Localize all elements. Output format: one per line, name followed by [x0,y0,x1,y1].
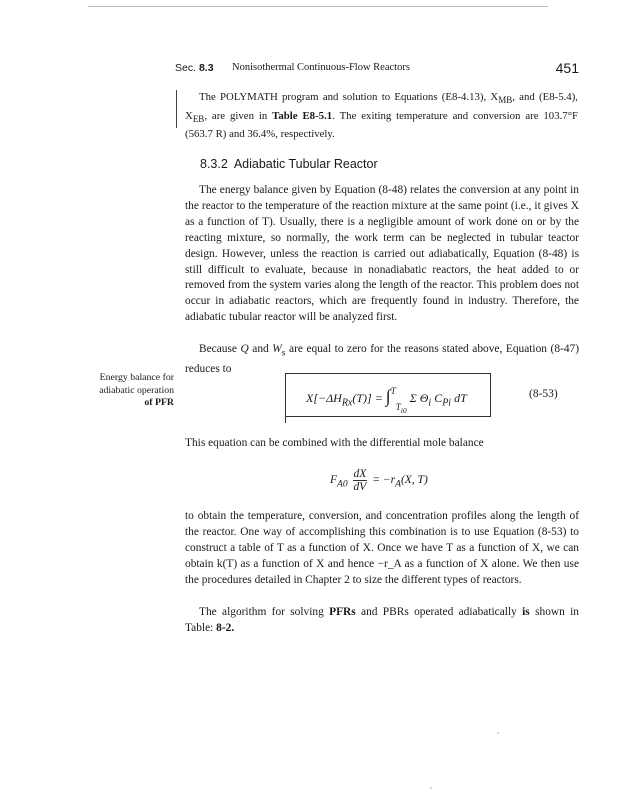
change-bar [176,90,177,128]
equation-number: (8-53) [529,388,558,400]
integral-sign-icon: ∫ [385,386,391,406]
paragraph-combine: This equation can be combined with the differential mole balance [185,437,484,449]
equation-box [285,373,491,417]
running-title: Nonisothermal Continuous-Flow Reactors [232,62,410,73]
subsection-heading [200,157,378,171]
scan-speck [430,787,432,789]
paragraph-because: Because Q and $W_s$ are equal to zero for the reasons stated above, Equation (8-47) reduces to [185,343,579,376]
subsection-title: Adiabatic Tubular Reactor [233,157,378,171]
paragraph-energy-balance: The energy balance given by Equation (8-48) relates the conversion at any point in the reactor to the temperature of the reaction mixture at the same point (i.e., it gives X as a function of T). Usually, there is a negligible amount of work done on or by the reacting mixture, so normally, the work term can be neglected in tubular teactor design. However, unless the reaction is carried out adiabatically, Equation (8-48) is still difficult to evaluate, because in nonadiabatic reactors, the heat added to or removed from the system varies along the length of the reactor. This problem does not occur in adiabatic reactors, which are frequently found in industry. Therefore, the adiabatic tubular reactor will be analyzed first. [185,184,579,324]
differential-mole-balance: $F_{A0}$ $\frac{dX}{dV}$ = $-r_A(X$, T) [330,468,428,493]
page-number: 451 [555,60,579,76]
paragraph-profiles: to obtain the temperature, conversion, and concentration profiles along the length of the reactor. One way of accomplishing this combination is to use Equation (8-53) to construct a table of T as a function of X. Once we have T as a function of X, we can obtain k(T) as a function of X and hence −r_A as a function of X alone. We then use the procedures detailed in Chapter 2 to size the different types of reactors. [185,510,579,586]
margin-note: Energy balance for adiabatic operation of PFR [99,372,174,408]
subsection-number: 8.3.2 [200,157,228,171]
scan-speck [497,732,499,734]
paragraph-algorithm: The algorithm for solving PFRs and PBRs operated adiabatically is shown in Table: 8-2. [185,606,580,634]
section-label: Sec. 8.3 [175,62,214,74]
page-header [175,62,579,78]
continuation-paragraph: The POLYMATH program and solution to Equations (E8-4.13), $X_{MB}$, and (E8-5.4), $X_{EB}$, are given in Table E8-5.1. The exiting temperature and conversion are 103.7°F (563.7 R) and 36.4%, respectively. [185,91,579,141]
equation-box-tail [285,415,286,423]
dx-dv-fraction: $\frac{dX}{dV}$ [353,468,367,493]
top-rule [88,6,548,7]
equation-8-53: $X[-\Delta H_{Rx}(T)] = \int^T_{T_{i0}}$ Σ $\Theta_i$ $C_{Pi}$ dT [306,386,467,415]
